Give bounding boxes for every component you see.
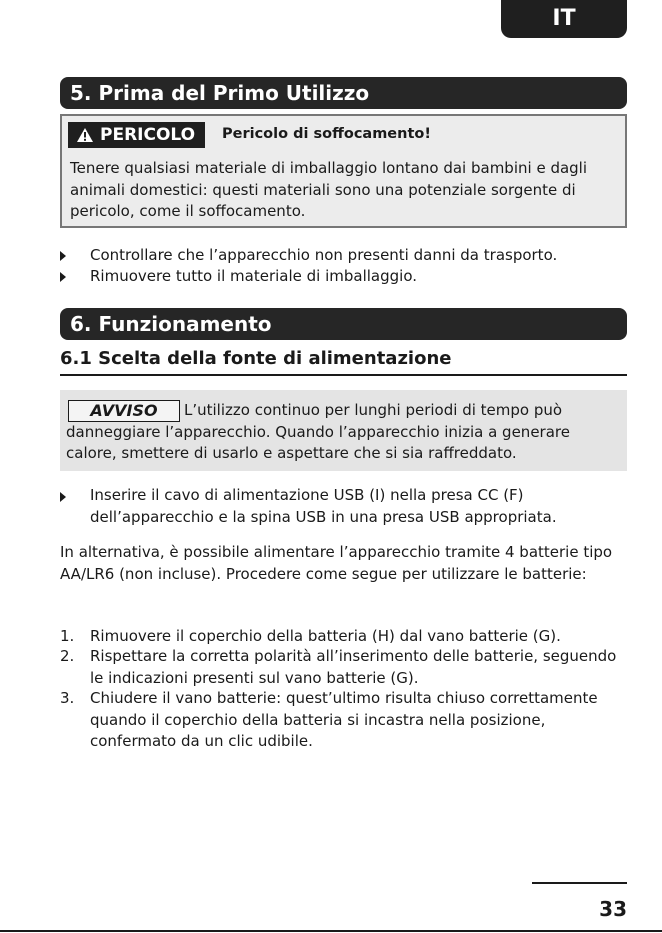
step-number: 2. xyxy=(60,647,75,665)
step-text: Rispettare la corretta polarità all’inserimento delle batterie, seguendo le indicazioni presenti sul vano batterie (G). xyxy=(90,647,617,687)
subsection-heading: 6.1 Scelta della fonte di alimentazione xyxy=(60,348,627,376)
page-number: 33 xyxy=(599,897,627,921)
bullet-icon xyxy=(60,492,66,502)
page-bottom-rule xyxy=(0,930,662,932)
danger-text: Tenere qualsiasi materiale di imballaggio lontano dai bambini e dagli animali domestici: questi materiali sono una potenziale sorgente di pericolo, come il soffocamento. xyxy=(70,159,588,220)
list-item-text: Inserire il cavo di alimentazione USB (I) nella presa CC (F) dell’apparecchio e la spina USB in una presa USB appropriata. xyxy=(90,486,557,526)
danger-warning-box xyxy=(60,114,627,228)
notice-text: L’utilizzo continuo per lunghi periodi di tempo può danneggiare l’apparecchio. Quando l’apparecchio inizia a generare calore, smettere di usarlo e aspettare che si sia raffreddato. xyxy=(66,401,570,462)
danger-tag xyxy=(68,122,205,148)
step-text: Chiudere il vano batterie: quest’ultimo risulta chiuso correttamente quando il coperchio della batteria si incastra nella posizione, confermato da un clic udibile. xyxy=(90,689,598,750)
danger-tag-label: PERICOLO xyxy=(100,125,196,145)
list-item-text: Controllare che l’apparecchio non presenti danni da trasporto. xyxy=(90,246,558,264)
list-item-text: Rimuovere tutto il materiale di imballaggio. xyxy=(90,267,417,285)
step-number: 3. xyxy=(60,689,75,707)
section-5-heading: 5. Prima del Primo Utilizzo xyxy=(60,77,627,109)
page-number-rule xyxy=(532,882,627,884)
warning-triangle-icon xyxy=(76,127,94,143)
language-tab: IT xyxy=(501,0,627,38)
step-text: Rimuovere il coperchio della batteria (H) dal vano batterie (G). xyxy=(90,627,561,645)
bullet-icon xyxy=(60,251,66,261)
notice-tag: AVVISO xyxy=(68,400,180,422)
step-number: 1. xyxy=(60,627,75,645)
bullet-icon xyxy=(60,272,66,282)
notice-box xyxy=(60,390,627,471)
danger-title: Pericolo di soffocamento! xyxy=(222,126,431,142)
intro-paragraph: In alternativa, è possibile alimentare l’apparecchio tramite 4 batterie tipo AA/LR6 (non incluse). Procedere come segue per utilizzare le batterie: xyxy=(60,543,613,583)
section-6-heading: 6. Funzionamento xyxy=(60,308,627,340)
